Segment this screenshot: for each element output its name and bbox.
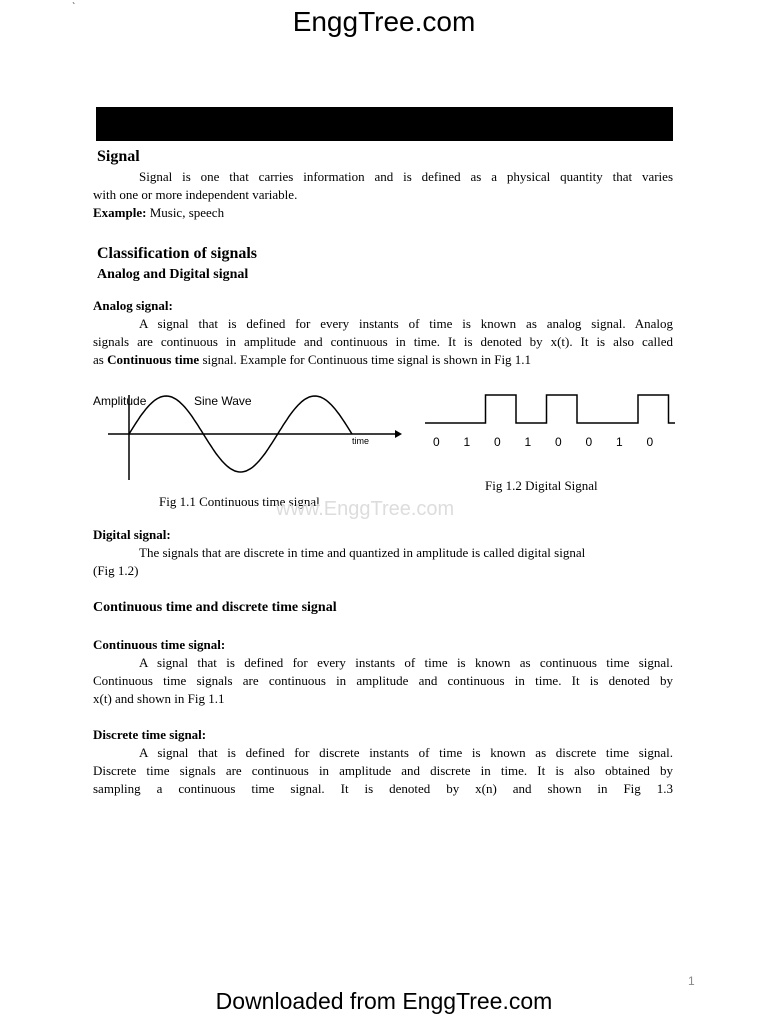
digital-paragraph	[93, 544, 673, 580]
download-footer: Downloaded from EnggTree.com	[215, 988, 553, 1014]
signal-example	[93, 204, 673, 222]
signal-definition	[93, 168, 673, 222]
ct-line3: x(t) and shown in Fig 1.1	[93, 691, 225, 706]
classification-heading: Classification of signals	[97, 245, 258, 262]
time-label: time	[352, 436, 370, 446]
ct-dt-heading: Continuous time and discrete time signal	[93, 600, 337, 615]
digital-signal-figure	[420, 385, 675, 455]
title-bar	[96, 107, 673, 141]
analog-line3-bold: Continuous time	[107, 352, 200, 367]
dt-label: Discrete time signal:	[93, 727, 207, 742]
signal-heading: Signal	[97, 148, 140, 165]
signal-def-line1: Signal is one that carries information and is defined as a physical quantity that varies	[139, 169, 673, 184]
example-text: Music, speech	[146, 205, 225, 220]
watermark: www.EnggTree.com	[276, 498, 455, 520]
digital-waveform	[425, 395, 675, 423]
digital-line2: (Fig 1.2)	[93, 563, 139, 578]
ct-line1: A signal that is defined for every instants of time is known as continuous time signal.	[139, 655, 673, 670]
digital-line1: The signals that are discrete in time and quantized in amplitude is called digital signal	[139, 545, 586, 560]
fig2-caption: Fig 1.2 Digital Signal	[485, 478, 598, 493]
ct-line2: Continuous time signals are continuous in amplitude and continuous in time. It is denoted by	[93, 673, 673, 688]
dt-paragraph	[93, 744, 673, 798]
analog-line3-pre: as	[93, 352, 108, 367]
bit-label: 0	[555, 435, 562, 449]
analog-line2: signals are continuous in amplitude and continuous in time. It is denoted by x(t). It is also called	[93, 334, 673, 349]
corner-mark: `	[72, 2, 76, 13]
ct-paragraph	[93, 654, 673, 708]
site-title: EnggTree.com	[292, 6, 476, 37]
analog-line3	[93, 351, 673, 369]
analog-label: Analog signal:	[93, 298, 173, 313]
sine-wave-figure	[90, 385, 410, 485]
analog-paragraph	[93, 315, 673, 369]
analog-line1: A signal that is defined for every instants of time is known as analog signal. Analog	[139, 316, 673, 331]
bit-label: 0	[433, 435, 440, 449]
fig1-caption: Fig 1.1 Continuous time signal	[159, 494, 320, 509]
sine-wave-label: Sine Wave	[194, 394, 252, 408]
bit-label: 0	[585, 435, 593, 449]
classification-subheading: Analog and Digital signal	[97, 267, 249, 282]
bit-label: 1	[616, 435, 623, 449]
digital-label: Digital signal:	[93, 527, 171, 542]
time-axis-arrow	[395, 430, 402, 438]
ct-label: Continuous time signal:	[93, 637, 226, 652]
dt-line3: sampling a continuous time signal. It is denoted by x(n) and shown in Fig 1.3	[93, 781, 673, 796]
example-label: Example:	[93, 205, 147, 220]
bit-label: 1	[524, 435, 532, 449]
page-number: 1	[688, 974, 695, 988]
dt-line1: A signal that is defined for discrete instants of time is known as discrete time signal.	[139, 745, 673, 760]
signal-def-line2: with one or more independent variable.	[93, 187, 298, 202]
bit-labels	[433, 435, 654, 449]
bit-label: 1	[463, 435, 471, 449]
dt-line2: Discrete time signals are continuous in amplitude and discrete in time. It is also obtained by	[93, 763, 673, 778]
amplitude-label: Amplitude	[93, 394, 147, 408]
analog-line3-post: signal. Example for Continuous time signal is shown in Fig 1.1	[199, 352, 532, 367]
bit-label: 0	[646, 435, 654, 449]
bit-label: 0	[494, 435, 501, 449]
